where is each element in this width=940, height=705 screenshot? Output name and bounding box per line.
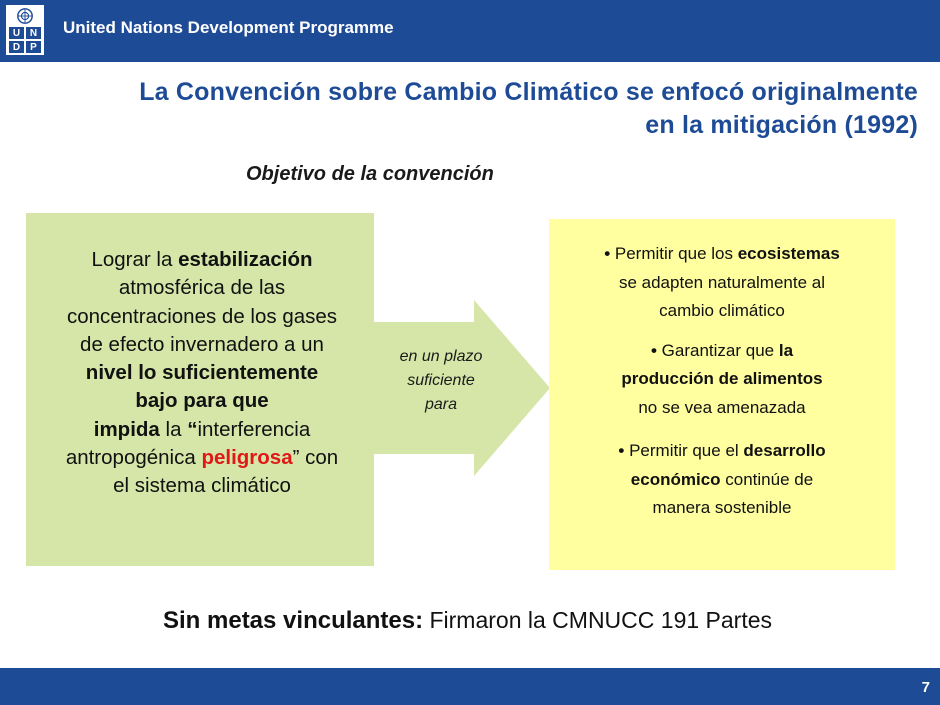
text-seg: continúe de bbox=[720, 469, 814, 489]
text-seg: bajo para que bbox=[135, 389, 269, 413]
bottom-text: Firmaron la CMNUCC 191 Partes bbox=[423, 607, 773, 633]
text-seg: antropogénica bbox=[65, 446, 202, 470]
text-seg: el sistema climático bbox=[113, 474, 291, 498]
text-seg: Permitir que los bbox=[614, 244, 738, 263]
outcome-item bbox=[549, 240, 895, 326]
bottom-label: Sin metas vinculantes: bbox=[163, 607, 424, 634]
bullet-icon: • bbox=[650, 340, 657, 360]
bullet-icon: • bbox=[604, 244, 611, 263]
arrow-label-line: para bbox=[424, 396, 458, 413]
text-seg: interferencia bbox=[197, 417, 311, 441]
text-seg: desarrollo bbox=[743, 441, 826, 460]
text-seg: manera sostenible bbox=[652, 498, 792, 517]
text-seg: la bbox=[778, 340, 794, 360]
text-seg: concentraciones de los gases bbox=[66, 304, 338, 328]
outcome-item bbox=[549, 337, 895, 423]
text-seg: ecosistemas bbox=[737, 244, 840, 263]
text-seg: “ bbox=[187, 417, 198, 441]
bottom-statement bbox=[163, 607, 772, 635]
text-seg: ” con bbox=[292, 446, 339, 470]
slide-title-line1: La Convención sobre Cambio Climático se enfocó originalmente bbox=[139, 78, 918, 106]
bullet-icon: • bbox=[618, 441, 625, 460]
text-seg-danger: peligrosa bbox=[201, 446, 293, 470]
logo-letter: N bbox=[26, 27, 41, 39]
text-seg: económico bbox=[630, 469, 721, 489]
text-seg: producción de alimentos bbox=[621, 369, 823, 388]
text-seg: se adapten naturalmente al bbox=[618, 272, 826, 292]
logo-letter: U bbox=[9, 27, 24, 39]
text-seg: nivel lo suficientemente bbox=[85, 361, 319, 385]
text-seg: estabilización bbox=[178, 248, 313, 271]
arrow-label-line: suficiente bbox=[407, 372, 475, 389]
text-seg: impida bbox=[93, 417, 160, 441]
text-seg: de efecto invernadero a un bbox=[80, 332, 324, 356]
undp-letters bbox=[9, 27, 41, 53]
header-bar bbox=[0, 0, 940, 62]
text-seg: Permitir que el bbox=[629, 441, 744, 460]
logo-letter: P bbox=[26, 41, 41, 53]
text-seg: Garantizar que bbox=[661, 340, 779, 360]
org-name: United Nations Development Programme bbox=[63, 18, 394, 37]
text-seg: cambio climático bbox=[659, 301, 785, 320]
outcomes-list bbox=[549, 240, 895, 538]
arrow-label bbox=[374, 345, 508, 417]
un-emblem-icon bbox=[16, 7, 34, 25]
text-seg: Lograr la bbox=[91, 248, 179, 271]
slide-title-line2: en la mitigación (1992) bbox=[645, 111, 918, 139]
section-subtitle: Objetivo de la convención bbox=[246, 163, 494, 185]
footer-bar bbox=[0, 668, 940, 705]
page-number: 7 bbox=[921, 679, 930, 696]
outcome-item bbox=[549, 437, 895, 523]
logo-letter: D bbox=[9, 41, 24, 53]
arrow-label-line: en un plazo bbox=[399, 348, 483, 365]
text-seg: la bbox=[159, 417, 188, 441]
text-seg: no se vea amenazada bbox=[638, 397, 806, 417]
undp-logo bbox=[6, 5, 44, 55]
slide-title bbox=[38, 76, 918, 142]
objective-text bbox=[14, 246, 390, 501]
text-seg: atmosférica de las bbox=[118, 276, 286, 300]
